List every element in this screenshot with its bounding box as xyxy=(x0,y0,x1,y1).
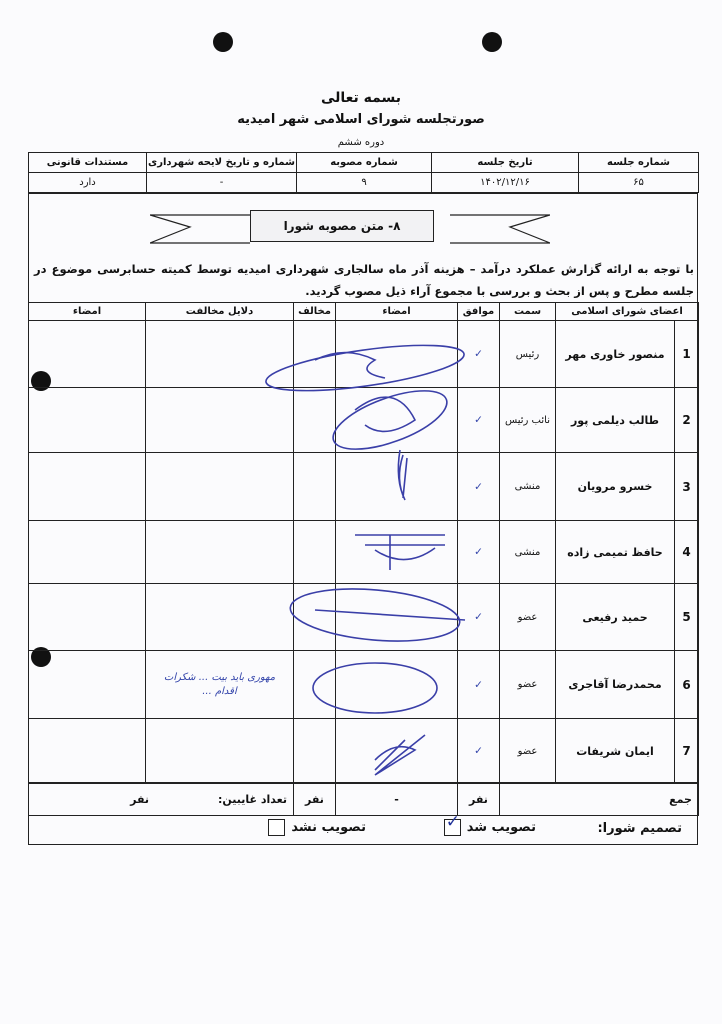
signature-2-cell xyxy=(29,321,146,388)
totals-table xyxy=(28,782,699,816)
member-name: خسرو مرویان xyxy=(556,453,675,521)
meta-header-bill-number-date: شماره و تاریخ لایحه شهرداری xyxy=(147,153,297,173)
disagree-cell xyxy=(294,651,336,719)
header-position: سمت xyxy=(500,303,556,321)
table-row xyxy=(29,584,699,651)
disagree-cell xyxy=(294,453,336,521)
meta-resolution-number: ۹ xyxy=(297,173,432,193)
reasons-cell xyxy=(146,388,294,453)
row-number: 6 xyxy=(675,651,699,719)
row-number: 7 xyxy=(675,719,699,784)
decision-approved-option[interactable] xyxy=(444,812,536,836)
signature-cell xyxy=(336,719,458,784)
signature-cell xyxy=(336,388,458,453)
signature-2-cell xyxy=(29,521,146,584)
council-decision xyxy=(28,812,696,843)
approved-checkbox[interactable] xyxy=(444,812,461,836)
member-name: محمدرضا آقاجری xyxy=(556,651,675,719)
member-name: حافظ تمیمی زاده xyxy=(556,521,675,584)
member-name: ایمان شریفات xyxy=(556,719,675,784)
signature-2-cell xyxy=(29,453,146,521)
row-number: 2 xyxy=(675,388,699,453)
table-row xyxy=(29,388,699,453)
decision-label: تصمیم شورا: xyxy=(597,821,682,836)
punch-hole-top-left xyxy=(213,32,233,52)
rejected-checkbox[interactable] xyxy=(268,819,285,836)
agree-checkmark: ✓ xyxy=(458,521,500,584)
totals-label: جمع xyxy=(500,783,699,816)
totals-disagree-value: - xyxy=(336,783,458,816)
meta-header-session-number: شماره جلسه xyxy=(579,153,699,173)
header-disagree: مخالف xyxy=(294,303,336,321)
meta-header-resolution-number: شماره مصوبه xyxy=(297,153,432,173)
disagree-cell xyxy=(294,584,336,651)
meta-header-legal-documents: مستندات قانونی xyxy=(29,153,147,173)
table-row xyxy=(29,453,699,521)
signature-2-cell xyxy=(29,584,146,651)
signature-cell xyxy=(336,651,458,719)
header-members: اعضای شورای اسلامی xyxy=(556,303,699,321)
meta-legal-documents: دارد xyxy=(29,173,147,193)
reasons-cell xyxy=(146,453,294,521)
signature-cell xyxy=(336,321,458,388)
bismillah: بسمه تعالی xyxy=(320,90,402,106)
decision-rejected-option[interactable] xyxy=(268,819,366,836)
member-name: منصور خاوری مهر xyxy=(556,321,675,388)
member-position: رئیس xyxy=(500,321,556,388)
reasons-cell xyxy=(146,521,294,584)
disagree-cell xyxy=(294,321,336,388)
member-position: عضو xyxy=(500,584,556,651)
member-position: عضو xyxy=(500,719,556,784)
disagree-cell xyxy=(294,719,336,784)
row-number: 1 xyxy=(675,321,699,388)
rejected-label: تصویب نشد xyxy=(291,820,366,835)
totals-absent xyxy=(29,783,294,816)
header-reasons: دلایل مخالفت xyxy=(146,303,294,321)
resolution-banner: ۸- متن مصوبه شورا xyxy=(250,210,434,242)
member-position: منشی xyxy=(500,521,556,584)
signature-cell xyxy=(336,584,458,651)
agree-checkmark: ✓ xyxy=(458,651,500,719)
signature-cell xyxy=(336,521,458,584)
handwritten-objection-note: مهوری باید بیت ... شکرات اقدام ... xyxy=(163,671,276,697)
totals-disagree-unit: نفر xyxy=(294,783,336,816)
row-number: 5 xyxy=(675,584,699,651)
signature-2-cell xyxy=(29,651,146,719)
absent-label: تعداد غایبین: xyxy=(218,792,287,806)
member-name: حمید رفیعی xyxy=(556,584,675,651)
row-number: 3 xyxy=(675,453,699,521)
table-row xyxy=(29,719,699,784)
resolution-text: با توجه به ارائه گزارش عملکرد درآمد – هزینه آذر ماه سالجاری شهرداری امیدیه توسط کمیته حسابرسی موضوع در جلسه مطرح و پس از بحث و بررسی با مجموع آراء ذیل مصوب گردید. xyxy=(34,262,694,298)
row-number: 4 xyxy=(675,521,699,584)
session-meta-table xyxy=(28,152,699,193)
header-agree: موافق xyxy=(458,303,500,321)
member-position: نائب رئیس xyxy=(500,388,556,453)
agree-checkmark: ✓ xyxy=(458,584,500,651)
meta-session-number: ۶۵ xyxy=(579,173,699,193)
table-row xyxy=(29,651,699,719)
signature-2-cell xyxy=(29,719,146,784)
punch-hole-top-right xyxy=(482,32,502,52)
council-term: دوره ششم xyxy=(337,137,385,148)
agree-checkmark: ✓ xyxy=(458,719,500,784)
members-table xyxy=(28,302,699,784)
header-signature: امضاء xyxy=(336,303,458,321)
reasons-cell xyxy=(146,584,294,651)
reasons-cell xyxy=(146,321,294,388)
disagree-cell xyxy=(294,388,336,453)
disagree-cell xyxy=(294,521,336,584)
meta-bill-number-date: - xyxy=(147,173,297,193)
header-signature-2: امضاء xyxy=(29,303,146,321)
table-row xyxy=(29,321,699,388)
meta-header-session-date: تاریخ جلسه xyxy=(432,153,579,173)
agree-checkmark: ✓ xyxy=(458,453,500,521)
agree-checkmark: ✓ xyxy=(458,388,500,453)
reasons-cell xyxy=(146,719,294,784)
signature-2-cell xyxy=(29,388,146,453)
approved-label: تصویب شد xyxy=(466,820,536,835)
agree-checkmark: ✓ xyxy=(458,321,500,388)
meta-session-date: ۱۴۰۲/۱۲/۱۶ xyxy=(432,173,579,193)
table-row xyxy=(29,521,699,584)
document-title: صورتجلسه شورای اسلامی شهر امیدیه xyxy=(237,112,485,127)
member-position: منشی xyxy=(500,453,556,521)
signature-cell xyxy=(336,453,458,521)
member-position: عضو xyxy=(500,651,556,719)
reasons-cell xyxy=(146,651,294,719)
absent-unit: نفر xyxy=(130,792,150,806)
approved-check-mark: ✓ xyxy=(445,812,460,832)
member-name: طالب دیلمی پور xyxy=(556,388,675,453)
totals-agree-unit: نفر xyxy=(458,783,500,816)
